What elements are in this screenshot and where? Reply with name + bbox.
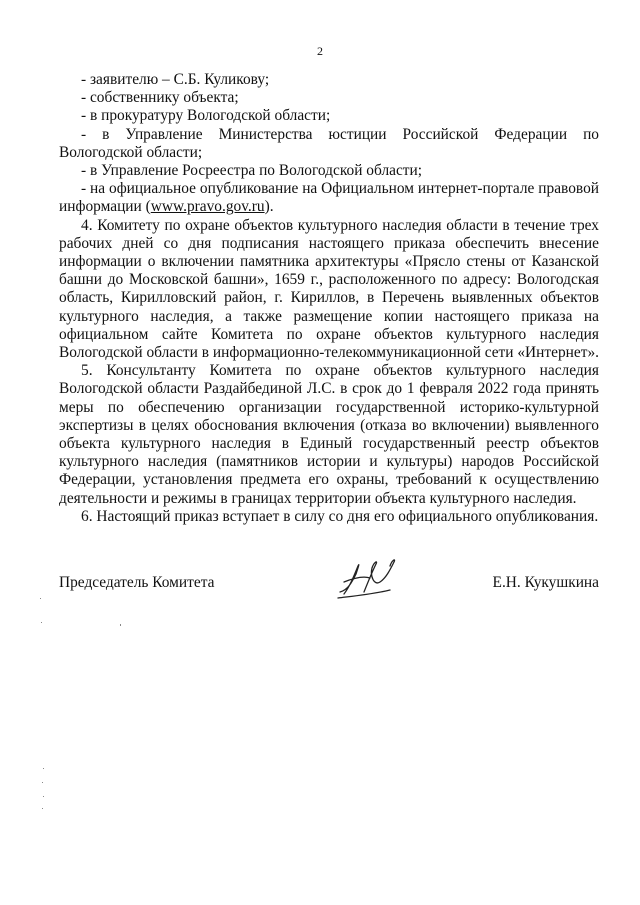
signatory-title: Председатель Комитета xyxy=(59,574,215,591)
publication-item xyxy=(59,180,599,216)
pravo-link[interactable]: www.pravo.gov.ru xyxy=(150,198,265,216)
recipient-item: - в Управление Росреестра по Вологодской области; xyxy=(81,162,423,180)
handwritten-signature xyxy=(334,552,414,602)
publication-suffix: ). xyxy=(264,198,274,216)
page-number: 2 xyxy=(317,44,323,58)
document-body xyxy=(59,71,599,526)
publication-prefix: - на официальное опубликование на Официальном интернет-портале правовой информации ( xyxy=(59,180,599,216)
recipient-item: - собственнику объекта; xyxy=(81,89,239,107)
paragraph-4: 4. Комитету по охране объектов культурного наследия области в течение трех рабочих дней со дня подписания настоящего приказа обеспечить внесение информации о включении памятника архитектуры «Прясло стены от Казанской башни до Московской башни», 1659 г., расположенного по адресу: Вологодская область, Кирилловский район, г. Кириллов, в Перечень выявленных объектов культурного наследия, а также размещение копии настоящего приказа на официальном сайте Комитета по охране объектов культурного наследия Вологодской области в информационно-телекоммуникационной сети «Интернет». xyxy=(59,216,599,362)
recipient-item: - в Управление Министерства юстиции Российской Федерации по Вологодской области; xyxy=(59,125,599,161)
recipient-item: - заявителю – С.Б. Куликову; xyxy=(81,71,270,88)
recipient-item: - в прокуратуру Вологодской области; xyxy=(81,107,331,125)
paragraph-6: 6. Настоящий приказ вступает в силу со дня его официального опубликования. xyxy=(81,507,599,525)
paragraph-5: 5. Консультанту Комитета по охране объектов культурного наследия Вологодской области Раздайбединой Л.С. в срок до 1 февраля 2022 года принять меры по обеспечению организации государственной историко-культурной экспертизы в целях обоснования включения (отказа во включении) выявленного объекта культурного наследия в Единый государственный реестр объектов культурного наследия (памятников истории и культуры) народов Российской Федерации, установления предмета его охраны, требований к осуществлению деятельности и режимы в границах территории объекта культурного наследия. xyxy=(59,362,599,507)
signature-block xyxy=(59,574,599,594)
signatory-name: Е.Н. Кукушкина xyxy=(492,574,599,591)
